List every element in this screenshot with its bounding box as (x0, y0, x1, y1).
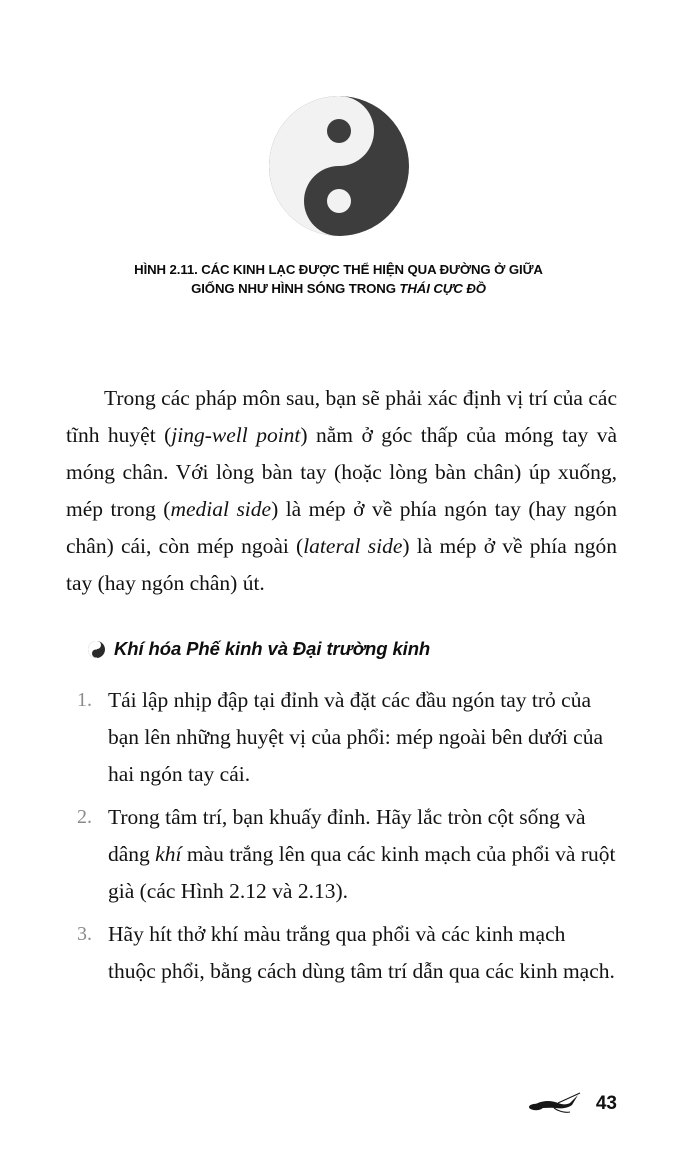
list-item-number: 2. (77, 806, 92, 828)
paragraph-1 (66, 380, 617, 602)
list-item-seg1: Trong tâm trí, bạn khuấy đỉnh. Hãy lắc tròn cột sống và dâng (108, 805, 586, 866)
page-footer (528, 1091, 617, 1117)
taiji-yin-yang-symbol (269, 96, 409, 236)
taiji-dot-dark (327, 119, 351, 143)
swallow-ornament-icon (528, 1091, 584, 1117)
page-number: 43 (595, 1093, 617, 1114)
list-item (66, 682, 617, 793)
list-item-number: 3. (77, 923, 92, 945)
taiji-dot-light (327, 189, 351, 213)
figure-caption-line2-italic: THÁI CỰC ĐỒ (399, 281, 486, 297)
paragraph-1-seg4: ) là mép ở về phía ngón tay (hay ngón chân) út. (66, 534, 617, 595)
figure-caption-line2-prefix: GIỐNG NHƯ HÌNH SÓNG TRONG (191, 281, 400, 297)
list-item (66, 916, 617, 990)
list-item-seg2: màu trắng lên qua các kinh mạch của phổi và ruột già (các Hình 2.12 và 2.13). (108, 842, 616, 903)
body-column (66, 380, 617, 996)
paragraph-1-seg3: ) là mép ở về phía ngón tay (hay ngón chân) cái, còn mép ngoài ( (66, 497, 617, 558)
taiji-bullet-icon (88, 641, 105, 658)
paragraph-1-seg2: ) nằm ở góc thấp của móng tay và móng chân. Với lòng bàn tay (hoặc lòng bàn chân) úp xuống, mép trong ( (66, 423, 617, 521)
paragraph-1-seg1: Trong các pháp môn sau, bạn sẽ phải xác định vị trí của các tĩnh huyệt ( (66, 386, 617, 447)
list-item-italic: khí (155, 842, 182, 866)
taiji-circle (269, 96, 409, 236)
figure-caption-line1: HÌNH 2.11. CÁC KINH LẠC ĐƯỢC THỂ HIỆN QUA ĐƯỜNG Ở GIỮA (134, 262, 543, 277)
steps-list (66, 682, 617, 990)
list-item-seg1: Tái lập nhịp đập tại đỉnh và đặt các đầu ngón tay trỏ của bạn lên những huyệt vị của phổi: mép ngoài bên dưới của hai ngón tay cái. (108, 688, 604, 786)
list-item-seg1: Hãy hít thở khí màu trắng qua phổi và các kinh mạch thuộc phổi, bằng cách dùng tâm trí dẫn qua các kinh mạch. (108, 922, 615, 983)
list-item (66, 799, 617, 910)
section-subheading-label: Khí hóa Phế kinh và Đại trường kinh (114, 638, 431, 659)
section-subheading (88, 638, 617, 660)
figure-block (0, 96, 677, 298)
paragraph-1-italic-3: lateral side (303, 534, 403, 558)
paragraph-1-italic-2: medial side (170, 497, 272, 521)
paragraph-1-italic-1: jing-well point (171, 423, 301, 447)
list-item-number: 1. (77, 689, 92, 711)
figure-caption (79, 260, 599, 298)
